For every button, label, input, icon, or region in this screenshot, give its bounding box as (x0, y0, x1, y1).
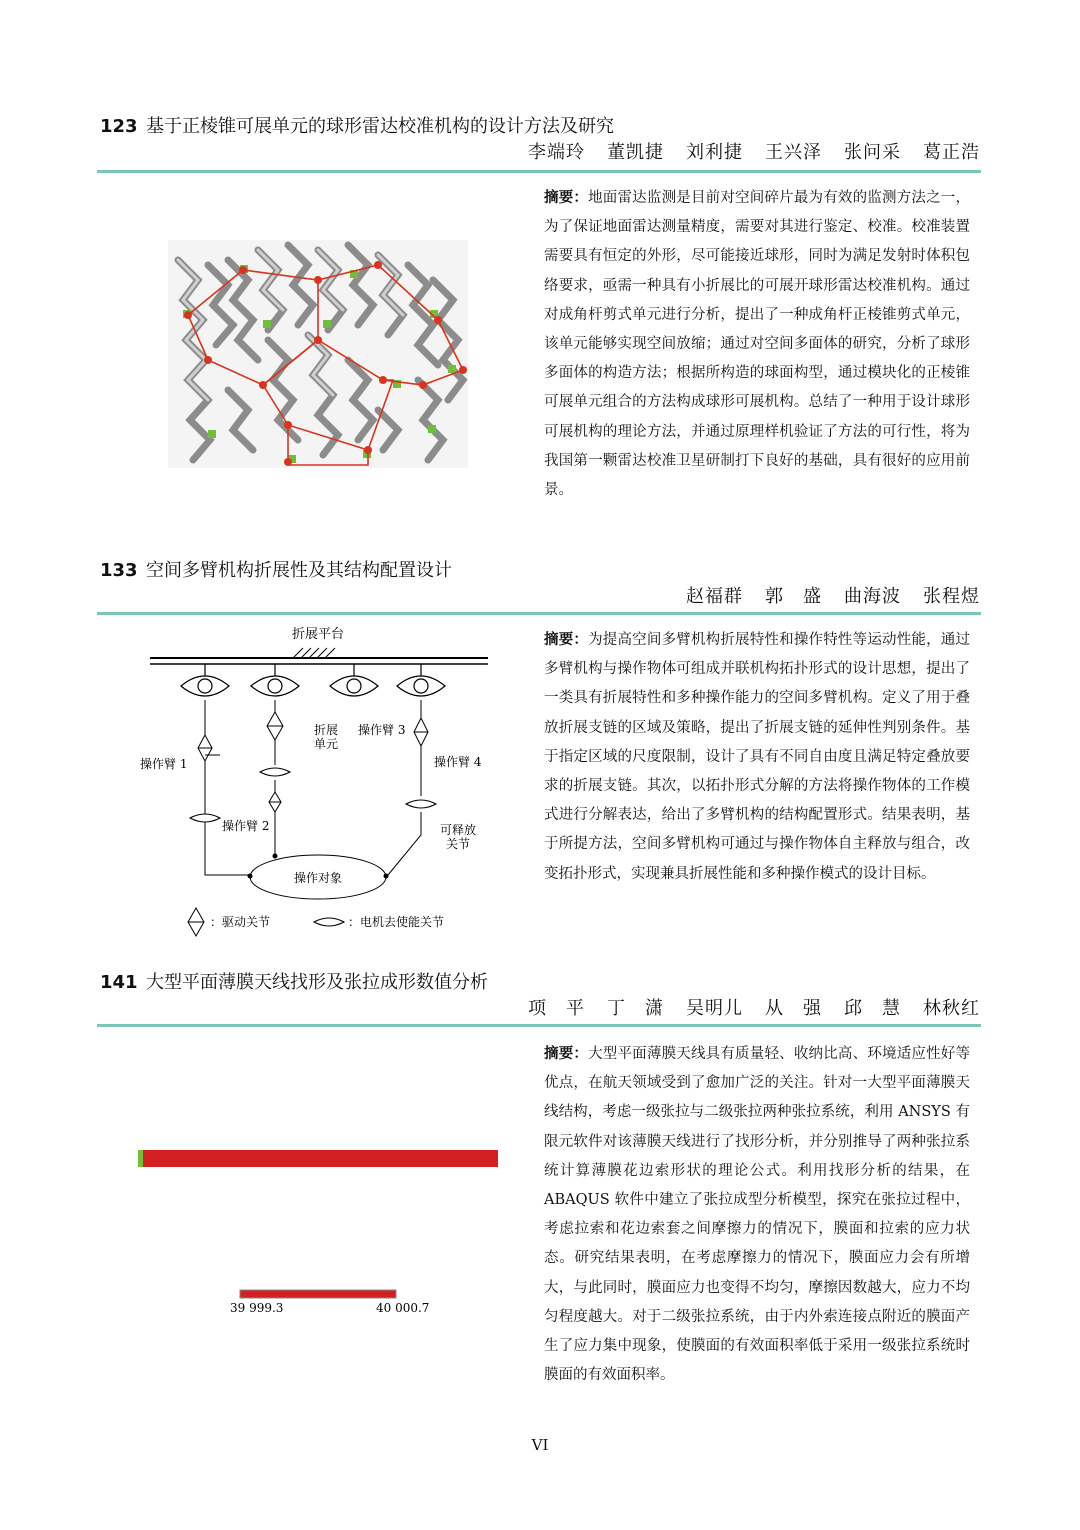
entry-1-header (100, 112, 614, 138)
legend-drive: ：驱动关节 (210, 915, 271, 929)
author: 董凯捷 (607, 142, 664, 163)
entry-1-number: 123 (100, 116, 138, 137)
spherical-mechanism-figure (168, 240, 468, 468)
entry-3-header (100, 968, 488, 994)
author: 葛正浩 (923, 142, 980, 163)
author: 丁 潇 (607, 998, 664, 1019)
divider-rule (97, 1024, 981, 1027)
author: 李端玲 (528, 142, 585, 163)
entry-1-title[interactable]: 基于正棱锥可展单元的球形雷达校准机构的设计方法及研究 (146, 116, 614, 137)
divider-rule (97, 612, 981, 615)
author: 吴明儿 (686, 998, 743, 1019)
entry-1-abstract (544, 184, 970, 505)
platform-label: 折展平台 (291, 627, 345, 642)
page-number: VI (531, 1436, 549, 1454)
author: 从 强 (765, 998, 822, 1019)
entry-3-title[interactable]: 大型平面薄膜天线找形及张拉成形数值分析 (146, 972, 488, 993)
entry-1-authors (506, 138, 980, 164)
releasable-label: 可释放 (440, 823, 477, 837)
abstract-label: 摘要： (544, 190, 589, 206)
object-label: 操作对象 (293, 871, 343, 885)
multi-arm-mechanism-diagram (138, 620, 498, 940)
author: 张问采 (844, 142, 901, 163)
author: 赵福群 (686, 586, 743, 607)
scale-min: 39 999.3 (230, 1301, 284, 1315)
arm4-label: 操作臂 4 (434, 755, 482, 769)
releasable-label: 关节 (446, 837, 471, 851)
scale-max: 40 000.7 (376, 1301, 430, 1315)
author: 刘利捷 (686, 142, 743, 163)
author: 曲海波 (844, 586, 901, 607)
abstract-label: 摘要： (544, 632, 589, 648)
abstract-text: 地面雷达监测是目前对空间碎片最为有效的监测方法之一，为了保证地面雷达测量精度，需要对其进行鉴定、校准。校准装置需要具有恒定的外形，尽可能接近球形，同时为满足发射时体积包络要求，亟需一种具有小折展比的可展开球形雷达校准机构。通过对成角杆剪式单元进行分析，提出了一种成角杆正棱锥剪式单元，该单元能够实现空间放缩；通过对空间多面体的研究，分析了球形多面体的构造方法；根据所构造的球面构型，通过模块化的正棱锥可展单元组合的方法构成球形可展机构。总结了一种用于设计球形可展机构的理论方法，并通过原理样机验证了方法的可行性，将为我国第一颗雷达校准卫星研制打下良好的基础，具有很好的应用前景。 (544, 190, 971, 499)
abstract-text: 大型平面薄膜天线具有质量轻、收纳比高、环境适应性好等优点，在航天领域受到了愈加广泛的关注。针对一大型平面薄膜天线结构，考虑一级张拉与二级张拉两种张拉系统，利用 ANSYS 有限元软件对该薄膜天线进行了找形分析，并分别推导了两种张拉系统计算薄膜花边索形状的理论公式。利用找形分析的结果，在 ABAQUS 软件中建立了张拉成型分析模型，探究在张拉过程中，考虑拉索和花边索套之间摩擦力的情况下，膜面和拉索的应力状态。研究结果表明，在考虑摩擦力的情况下，膜面应力会有所增大，与此同时，膜面应力也变得不均匀，摩擦因数越大，应力不均匀程度越大。对于二级张拉系统，由于内外索连接点附近的膜面产生了应力集中现象，使膜面的有效面积率低于采用一级张拉系统时膜面的有效面积率。 (544, 1046, 971, 1384)
abstract-label: 摘要： (544, 1046, 589, 1062)
author: 王兴泽 (765, 142, 822, 163)
abstract-text: 为提高空间多臂机构折展特性和操作特性等运动性能，通过多臂机构与操作物体可组成并联机构拓扑形式的设计思想，提出了一类具有折展特性和多种操作能力的空间多臂机构。定义了用于叠放折展支链的区域及策略，提出了折展支链的延伸性判别条件。基于指定区域的尺度限制，设计了具有不同自由度且满足特定叠放要求的折展支链。其次，以拓扑形式分解的方法将操作物体的工作模式进行分解表达，给出了多臂机构的结构配置形式。结果表明，基于所提方法，空间多臂机构可通过与操作物体自主释放与组合，改变拓扑形式，实现兼具折展性能和多种操作模式的设计目标。 (544, 632, 971, 882)
entry-2-authors (664, 582, 980, 608)
arm3-label: 操作臂 3 (358, 723, 406, 737)
author: 张程煜 (923, 586, 980, 607)
author: 郭 盛 (765, 586, 822, 607)
entry-3-abstract (544, 1040, 970, 1390)
entry-3-authors (506, 994, 980, 1020)
author: 项 平 (528, 998, 585, 1019)
divider-rule (97, 170, 981, 173)
entry-2-header (100, 556, 452, 582)
unit-label: 折展 (314, 723, 339, 737)
entry-2-title[interactable]: 空间多臂机构折展性及其结构配置设计 (146, 560, 452, 581)
arm2-label: 操作臂 2 (222, 819, 270, 833)
arm1-label: 操作臂 1 (140, 757, 188, 771)
entry-2-abstract (544, 626, 970, 889)
entry-2-number: 133 (100, 560, 138, 581)
entry-3-number: 141 (100, 972, 138, 993)
membrane-stress-figure (138, 1140, 500, 1320)
author: 林秋红 (923, 998, 980, 1019)
unit-label: 单元 (314, 737, 339, 751)
legend-motor: ：电机去使能关节 (348, 915, 445, 929)
author: 邱 慧 (844, 998, 901, 1019)
